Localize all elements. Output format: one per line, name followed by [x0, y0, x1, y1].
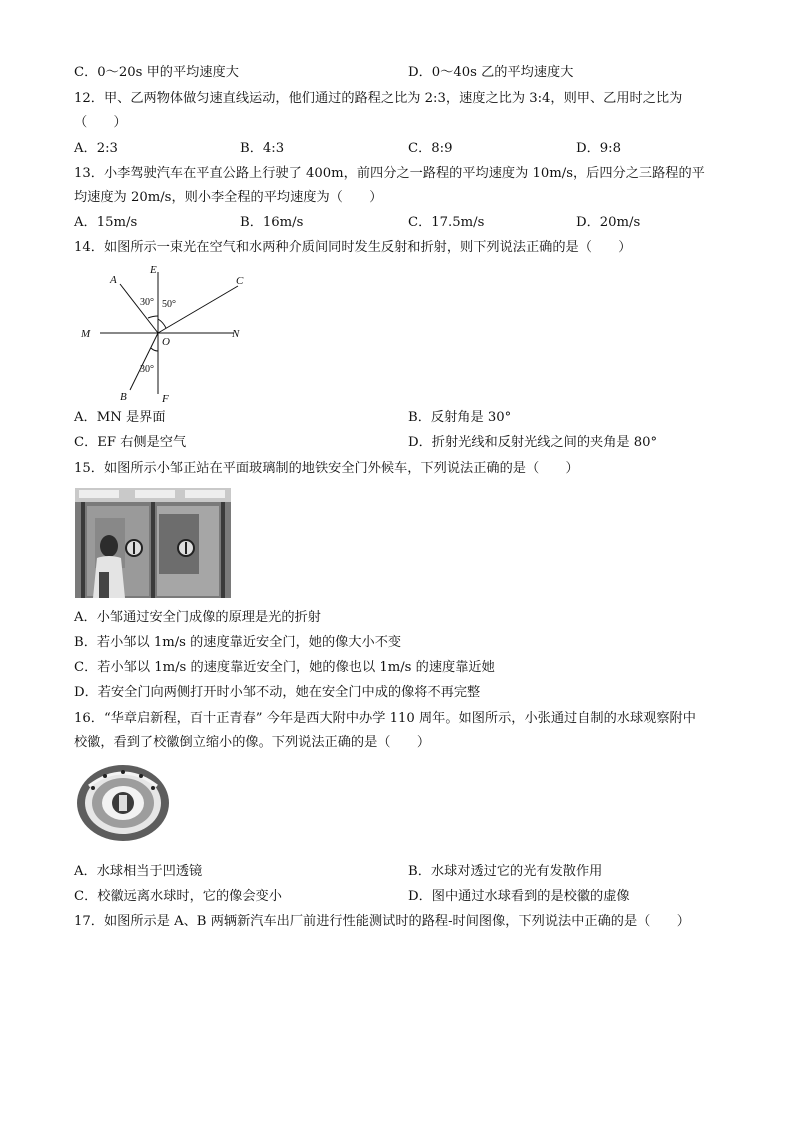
q14-option-d: D．折射光线和反射光线之间的夹角是 80°: [408, 435, 658, 450]
q16-option-d: D．图中通过水球看到的是校徽的虚像: [408, 889, 630, 904]
q14-stem: 14．如图所示一束光在空气和水两种介质间同时发生反射和折射，则下列说法正确的是（ ）: [74, 240, 632, 255]
angle-arc-3: [151, 348, 158, 351]
q12-option-b: B．4:3: [240, 141, 285, 156]
angle-label-2: 50°: [162, 299, 176, 310]
q16-option-b: B．水球对透过它的光有发散作用: [408, 864, 603, 879]
q12-option-a: A．2:3: [74, 141, 118, 156]
q16-stem-line2: 校徽，看到了校徽倒立缩小的像。下列说法正确的是（ ）: [74, 735, 431, 750]
angle-arc-2: [158, 319, 166, 328]
q15-option-d: D．若安全门向两侧打开时小邹不动，她在安全门中成的像将不再完整: [74, 685, 481, 700]
ray-ob: [130, 333, 158, 390]
q12-option-c: C．8:9: [408, 141, 453, 156]
q15-subway-door-photo: [75, 488, 231, 598]
q11-option-d: D．0～40s 乙的平均速度大: [408, 65, 574, 80]
angle-label-1: 30°: [140, 297, 154, 308]
angle-arc-1: [148, 316, 158, 318]
label-n: N: [232, 328, 240, 340]
q14-option-a: A．MN 是界面: [74, 410, 166, 425]
q12-stem-line2: （ ）: [74, 115, 127, 130]
label-b: B: [120, 391, 127, 403]
q14-option-b: B．反射角是 30°: [408, 410, 512, 425]
q16-water-ball-photo: [75, 764, 171, 842]
q12-option-d: D．9:8: [576, 141, 621, 156]
label-e: E: [150, 264, 157, 276]
q13-option-d: D．20m/s: [576, 215, 641, 230]
person-head: [100, 535, 118, 557]
q16-option-a: A．水球相当于凹透镜: [74, 864, 203, 879]
angle-label-3: 30°: [140, 364, 154, 375]
q14-light-diagram: [76, 262, 256, 408]
q13-stem-line2: 均速度为 20m/s，则小李全程的平均速度为（ ）: [74, 190, 383, 205]
q15-option-b: B．若小邹以 1m/s 的速度靠近安全门，她的像大小不变: [74, 635, 402, 650]
q13-option-c: C．17.5m/s: [408, 215, 485, 230]
label-m: M: [81, 328, 91, 340]
q15-option-a: A．小邹通过安全门成像的原理是光的折射: [74, 610, 321, 625]
label-f: F: [162, 393, 169, 405]
q13-option-a: A．15m/s: [74, 215, 138, 230]
q17-stem: 17．如图所示是 A、B 两辆新汽车出厂前进行性能测试时的路程-时间图像，下列说法中正确的是（ ）: [74, 914, 690, 929]
q15-stem: 15．如图所示小邹正站在平面玻璃制的地铁安全门外候车，下列说法正确的是（ ）: [74, 461, 579, 476]
q15-option-c: C．若小邹以 1m/s 的速度靠近安全门，她的像也以 1m/s 的速度靠近她: [74, 660, 495, 675]
q13-stem-line1: 13．小李驾驶汽车在平直公路上行驶了 400m，前四分之一路程的平均速度为 10m/s，后四分之三路程的平: [74, 166, 705, 181]
q11-option-c: C．0～20s 甲的平均速度大: [74, 65, 239, 80]
q14-option-c: C．EF 右侧是空气: [74, 435, 187, 450]
q12-stem-line1: 12．甲、乙两物体做匀速直线运动，他们通过的路程之比为 2:3，速度之比为 3:4，则甲、乙用时之比为: [74, 91, 683, 106]
label-a: A: [110, 274, 117, 286]
ray-ao: [120, 284, 158, 333]
q13-option-b: B．16m/s: [240, 215, 304, 230]
q16-stem-line1: 16．“华章启新程，百十正青春” 今年是西大附中办学 110 周年。如图所示，小张通过自制的水球观察附中: [74, 711, 696, 726]
label-c: C: [236, 275, 244, 287]
label-o: O: [162, 336, 170, 348]
q16-option-c: C．校徽远离水球时，它的像会变小: [74, 889, 282, 904]
